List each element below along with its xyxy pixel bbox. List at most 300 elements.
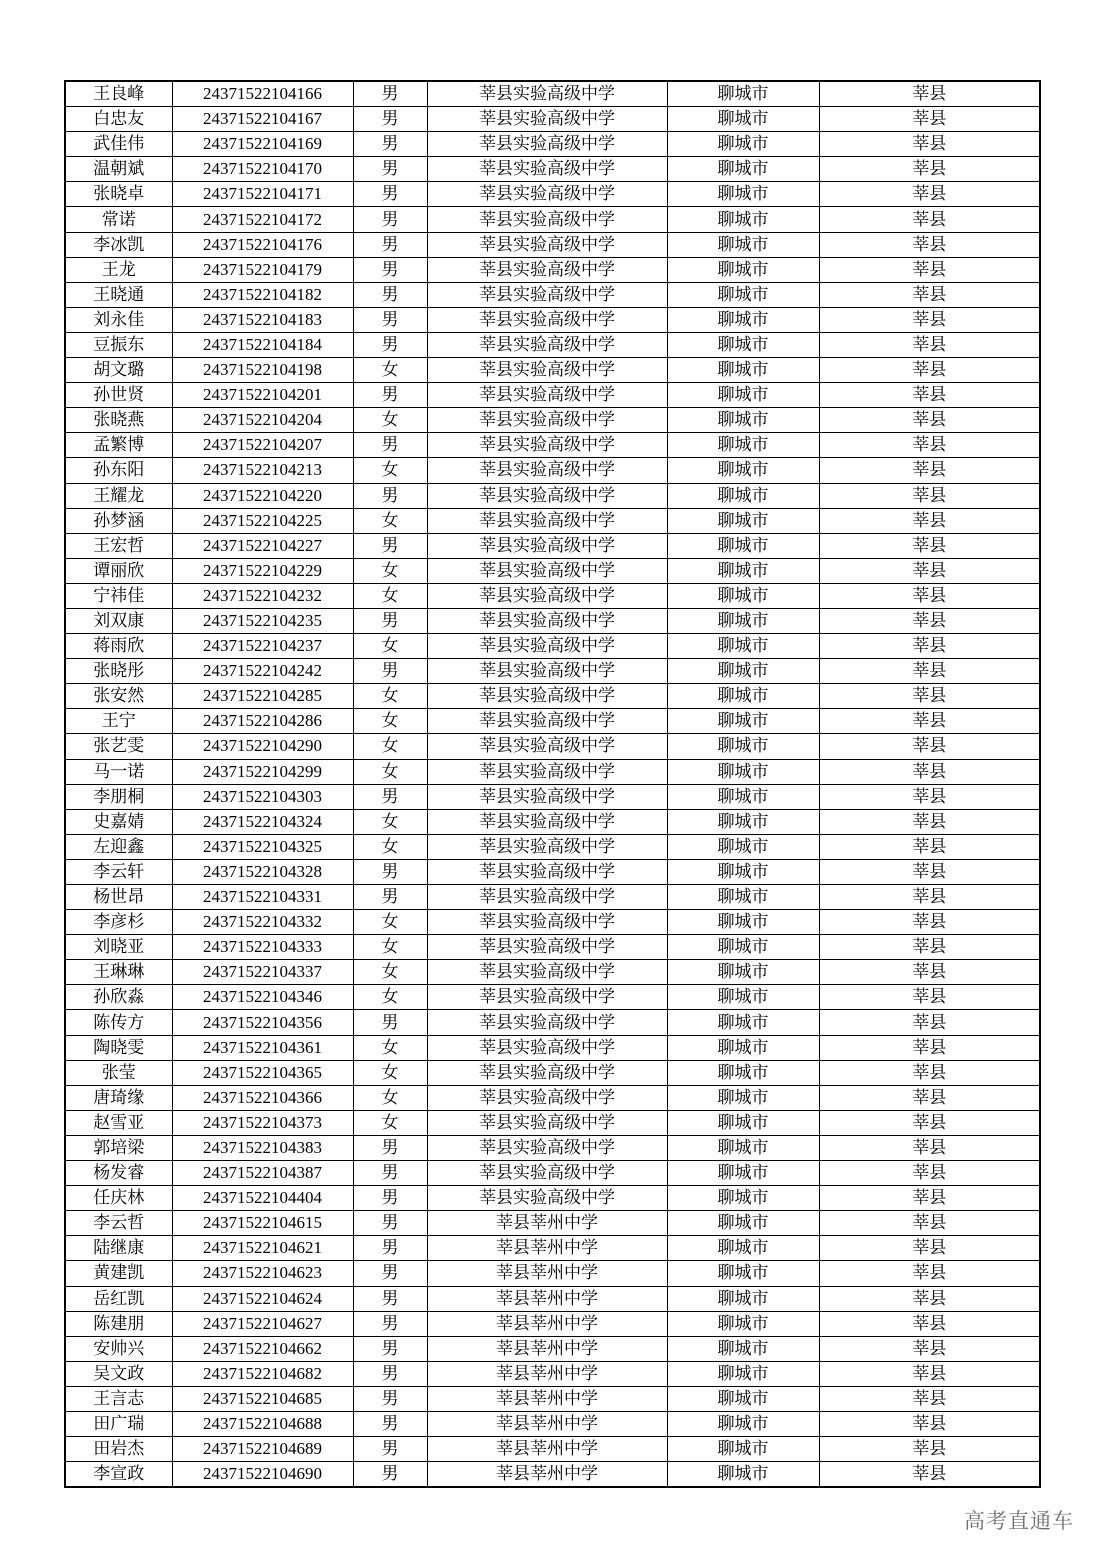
student-name-cell: 张艺雯 bbox=[65, 734, 172, 759]
city-cell: 聊城市 bbox=[667, 282, 819, 307]
city-cell: 聊城市 bbox=[667, 1110, 819, 1135]
county-cell: 莘县 bbox=[819, 659, 1040, 684]
school-cell: 莘县实验高级中学 bbox=[427, 358, 667, 383]
student-name-cell: 吴文政 bbox=[65, 1361, 172, 1386]
gender-cell: 男 bbox=[353, 307, 427, 332]
county-cell: 莘县 bbox=[819, 1110, 1040, 1135]
county-cell: 莘县 bbox=[819, 759, 1040, 784]
candidate-number-cell: 24371522104179 bbox=[172, 257, 353, 282]
city-cell: 聊城市 bbox=[667, 734, 819, 759]
county-cell: 莘县 bbox=[819, 558, 1040, 583]
student-name-cell: 张晓卓 bbox=[65, 182, 172, 207]
county-cell: 莘县 bbox=[819, 709, 1040, 734]
table-row bbox=[65, 81, 1040, 107]
county-cell: 莘县 bbox=[819, 1261, 1040, 1286]
city-cell: 聊城市 bbox=[667, 759, 819, 784]
school-cell: 莘县实验高级中学 bbox=[427, 659, 667, 684]
county-cell: 莘县 bbox=[819, 232, 1040, 257]
school-cell: 莘县莘州中学 bbox=[427, 1311, 667, 1336]
table-row bbox=[65, 182, 1040, 207]
table-row bbox=[65, 1336, 1040, 1361]
county-cell: 莘县 bbox=[819, 1411, 1040, 1436]
county-cell: 莘县 bbox=[819, 1386, 1040, 1411]
school-cell: 莘县实验高级中学 bbox=[427, 257, 667, 282]
county-cell: 莘县 bbox=[819, 408, 1040, 433]
table-row bbox=[65, 985, 1040, 1010]
table-row bbox=[65, 935, 1040, 960]
county-cell: 莘县 bbox=[819, 1161, 1040, 1186]
county-cell: 莘县 bbox=[819, 433, 1040, 458]
student-name-cell: 常诺 bbox=[65, 207, 172, 232]
student-name-cell: 孟繁博 bbox=[65, 433, 172, 458]
city-cell: 聊城市 bbox=[667, 157, 819, 182]
student-name-cell: 武佳伟 bbox=[65, 132, 172, 157]
gender-cell: 女 bbox=[353, 634, 427, 659]
table-row bbox=[65, 558, 1040, 583]
candidate-number-cell: 24371522104225 bbox=[172, 508, 353, 533]
candidate-number-cell: 24371522104383 bbox=[172, 1135, 353, 1160]
gender-cell: 女 bbox=[353, 809, 427, 834]
gender-cell: 男 bbox=[353, 332, 427, 357]
table-row bbox=[65, 132, 1040, 157]
candidate-number-cell: 24371522104356 bbox=[172, 1010, 353, 1035]
county-cell: 莘县 bbox=[819, 1035, 1040, 1060]
student-name-cell: 胡文璐 bbox=[65, 358, 172, 383]
student-name-cell: 孙欣淼 bbox=[65, 985, 172, 1010]
candidate-number-cell: 24371522104361 bbox=[172, 1035, 353, 1060]
candidate-number-cell: 24371522104290 bbox=[172, 734, 353, 759]
table-row bbox=[65, 1437, 1040, 1462]
candidate-number-cell: 24371522104207 bbox=[172, 433, 353, 458]
gender-cell: 男 bbox=[353, 1386, 427, 1411]
gender-cell: 男 bbox=[353, 1311, 427, 1336]
student-name-cell: 宁祎佳 bbox=[65, 583, 172, 608]
candidate-number-cell: 24371522104404 bbox=[172, 1186, 353, 1211]
table-row bbox=[65, 157, 1040, 182]
city-cell: 聊城市 bbox=[667, 1386, 819, 1411]
school-cell: 莘县实验高级中学 bbox=[427, 383, 667, 408]
county-cell: 莘县 bbox=[819, 458, 1040, 483]
student-name-cell: 白忠友 bbox=[65, 107, 172, 132]
county-cell: 莘县 bbox=[819, 282, 1040, 307]
table-row bbox=[65, 1135, 1040, 1160]
student-name-cell: 史嘉婧 bbox=[65, 809, 172, 834]
gender-cell: 男 bbox=[353, 1161, 427, 1186]
city-cell: 聊城市 bbox=[667, 508, 819, 533]
school-cell: 莘县莘州中学 bbox=[427, 1211, 667, 1236]
gender-cell: 男 bbox=[353, 1261, 427, 1286]
gender-cell: 男 bbox=[353, 232, 427, 257]
county-cell: 莘县 bbox=[819, 483, 1040, 508]
school-cell: 莘县实验高级中学 bbox=[427, 1110, 667, 1135]
county-cell: 莘县 bbox=[819, 935, 1040, 960]
student-name-cell: 杨世昂 bbox=[65, 885, 172, 910]
table-row bbox=[65, 232, 1040, 257]
county-cell: 莘县 bbox=[819, 634, 1040, 659]
school-cell: 莘县莘州中学 bbox=[427, 1361, 667, 1386]
student-name-cell: 赵雪亚 bbox=[65, 1110, 172, 1135]
candidate-number-cell: 24371522104242 bbox=[172, 659, 353, 684]
city-cell: 聊城市 bbox=[667, 859, 819, 884]
student-name-cell: 陈传方 bbox=[65, 1010, 172, 1035]
gender-cell: 男 bbox=[353, 659, 427, 684]
school-cell: 莘县莘州中学 bbox=[427, 1462, 667, 1488]
school-cell: 莘县实验高级中学 bbox=[427, 232, 667, 257]
school-cell: 莘县实验高级中学 bbox=[427, 1010, 667, 1035]
table-row bbox=[65, 1060, 1040, 1085]
gender-cell: 男 bbox=[353, 107, 427, 132]
table-row bbox=[65, 458, 1040, 483]
candidate-number-cell: 24371522104184 bbox=[172, 332, 353, 357]
school-cell: 莘县实验高级中学 bbox=[427, 1035, 667, 1060]
gender-cell: 男 bbox=[353, 533, 427, 558]
gender-cell: 女 bbox=[353, 458, 427, 483]
city-cell: 聊城市 bbox=[667, 1437, 819, 1462]
table-row bbox=[65, 709, 1040, 734]
city-cell: 聊城市 bbox=[667, 684, 819, 709]
table-row bbox=[65, 533, 1040, 558]
school-cell: 莘县实验高级中学 bbox=[427, 910, 667, 935]
school-cell: 莘县莘州中学 bbox=[427, 1411, 667, 1436]
candidate-number-cell: 24371522104285 bbox=[172, 684, 353, 709]
candidate-number-cell: 24371522104373 bbox=[172, 1110, 353, 1135]
gender-cell: 男 bbox=[353, 257, 427, 282]
city-cell: 聊城市 bbox=[667, 1462, 819, 1488]
student-name-cell: 李冰凯 bbox=[65, 232, 172, 257]
city-cell: 聊城市 bbox=[667, 659, 819, 684]
student-name-cell: 李云轩 bbox=[65, 859, 172, 884]
county-cell: 莘县 bbox=[819, 809, 1040, 834]
city-cell: 聊城市 bbox=[667, 207, 819, 232]
table-row bbox=[65, 910, 1040, 935]
gender-cell: 男 bbox=[353, 784, 427, 809]
county-cell: 莘县 bbox=[819, 383, 1040, 408]
city-cell: 聊城市 bbox=[667, 1286, 819, 1311]
candidate-number-cell: 24371522104213 bbox=[172, 458, 353, 483]
city-cell: 聊城市 bbox=[667, 257, 819, 282]
county-cell: 莘县 bbox=[819, 1211, 1040, 1236]
table-row bbox=[65, 483, 1040, 508]
candidate-number-cell: 24371522104176 bbox=[172, 232, 353, 257]
county-cell: 莘县 bbox=[819, 1311, 1040, 1336]
city-cell: 聊城市 bbox=[667, 1261, 819, 1286]
student-name-cell: 谭丽欣 bbox=[65, 558, 172, 583]
candidate-number-cell: 24371522104232 bbox=[172, 583, 353, 608]
table-row bbox=[65, 1010, 1040, 1035]
city-cell: 聊城市 bbox=[667, 483, 819, 508]
gender-cell: 女 bbox=[353, 935, 427, 960]
candidate-number-cell: 24371522104286 bbox=[172, 709, 353, 734]
gender-cell: 男 bbox=[353, 483, 427, 508]
candidate-number-cell: 24371522104328 bbox=[172, 859, 353, 884]
student-name-cell: 杨发睿 bbox=[65, 1161, 172, 1186]
county-cell: 莘县 bbox=[819, 859, 1040, 884]
gender-cell: 男 bbox=[353, 182, 427, 207]
city-cell: 聊城市 bbox=[667, 885, 819, 910]
city-cell: 聊城市 bbox=[667, 132, 819, 157]
table-row bbox=[65, 1361, 1040, 1386]
school-cell: 莘县实验高级中学 bbox=[427, 282, 667, 307]
school-cell: 莘县莘州中学 bbox=[427, 1336, 667, 1361]
city-cell: 聊城市 bbox=[667, 709, 819, 734]
city-cell: 聊城市 bbox=[667, 608, 819, 633]
school-cell: 莘县实验高级中学 bbox=[427, 1135, 667, 1160]
student-name-cell: 田岩杰 bbox=[65, 1437, 172, 1462]
gender-cell: 男 bbox=[353, 1286, 427, 1311]
table-row bbox=[65, 332, 1040, 357]
school-cell: 莘县莘州中学 bbox=[427, 1261, 667, 1286]
school-cell: 莘县莘州中学 bbox=[427, 1437, 667, 1462]
candidate-number-cell: 24371522104303 bbox=[172, 784, 353, 809]
gender-cell: 女 bbox=[353, 408, 427, 433]
county-cell: 莘县 bbox=[819, 207, 1040, 232]
student-name-cell: 陶晓雯 bbox=[65, 1035, 172, 1060]
table-row bbox=[65, 885, 1040, 910]
candidate-number-cell: 24371522104331 bbox=[172, 885, 353, 910]
city-cell: 聊城市 bbox=[667, 1411, 819, 1436]
candidate-number-cell: 24371522104685 bbox=[172, 1386, 353, 1411]
city-cell: 聊城市 bbox=[667, 408, 819, 433]
city-cell: 聊城市 bbox=[667, 1236, 819, 1261]
county-cell: 莘县 bbox=[819, 834, 1040, 859]
table-row bbox=[65, 257, 1040, 282]
gender-cell: 女 bbox=[353, 358, 427, 383]
table-row bbox=[65, 1110, 1040, 1135]
candidate-number-cell: 24371522104167 bbox=[172, 107, 353, 132]
gender-cell: 女 bbox=[353, 985, 427, 1010]
table-row bbox=[65, 383, 1040, 408]
candidate-number-cell: 24371522104337 bbox=[172, 960, 353, 985]
city-cell: 聊城市 bbox=[667, 433, 819, 458]
school-cell: 莘县实验高级中学 bbox=[427, 759, 667, 784]
county-cell: 莘县 bbox=[819, 332, 1040, 357]
school-cell: 莘县实验高级中学 bbox=[427, 558, 667, 583]
school-cell: 莘县实验高级中学 bbox=[427, 483, 667, 508]
candidate-number-cell: 24371522104183 bbox=[172, 307, 353, 332]
student-name-cell: 李宣政 bbox=[65, 1462, 172, 1488]
school-cell: 莘县实验高级中学 bbox=[427, 107, 667, 132]
gender-cell: 女 bbox=[353, 508, 427, 533]
roster-table bbox=[64, 80, 1041, 1488]
city-cell: 聊城市 bbox=[667, 1361, 819, 1386]
school-cell: 莘县实验高级中学 bbox=[427, 784, 667, 809]
school-cell: 莘县实验高级中学 bbox=[427, 684, 667, 709]
city-cell: 聊城市 bbox=[667, 182, 819, 207]
city-cell: 聊城市 bbox=[667, 935, 819, 960]
school-cell: 莘县实验高级中学 bbox=[427, 458, 667, 483]
candidate-number-cell: 24371522104662 bbox=[172, 1336, 353, 1361]
student-name-cell: 李朋桐 bbox=[65, 784, 172, 809]
city-cell: 聊城市 bbox=[667, 634, 819, 659]
table-row bbox=[65, 433, 1040, 458]
student-name-cell: 张晓燕 bbox=[65, 408, 172, 433]
county-cell: 莘县 bbox=[819, 1462, 1040, 1488]
student-name-cell: 孙东阳 bbox=[65, 458, 172, 483]
school-cell: 莘县实验高级中学 bbox=[427, 1161, 667, 1186]
school-cell: 莘县实验高级中学 bbox=[427, 408, 667, 433]
gender-cell: 男 bbox=[353, 1135, 427, 1160]
student-name-cell: 刘晓亚 bbox=[65, 935, 172, 960]
table-row bbox=[65, 684, 1040, 709]
school-cell: 莘县实验高级中学 bbox=[427, 307, 667, 332]
city-cell: 聊城市 bbox=[667, 1311, 819, 1336]
gender-cell: 男 bbox=[353, 132, 427, 157]
gender-cell: 男 bbox=[353, 157, 427, 182]
table-row bbox=[65, 107, 1040, 132]
table-row bbox=[65, 1311, 1040, 1336]
school-cell: 莘县实验高级中学 bbox=[427, 508, 667, 533]
candidate-number-cell: 24371522104627 bbox=[172, 1311, 353, 1336]
city-cell: 聊城市 bbox=[667, 784, 819, 809]
school-cell: 莘县实验高级中学 bbox=[427, 885, 667, 910]
student-name-cell: 郭培梁 bbox=[65, 1135, 172, 1160]
county-cell: 莘县 bbox=[819, 1060, 1040, 1085]
table-row bbox=[65, 282, 1040, 307]
county-cell: 莘县 bbox=[819, 985, 1040, 1010]
county-cell: 莘县 bbox=[819, 885, 1040, 910]
county-cell: 莘县 bbox=[819, 684, 1040, 709]
student-name-cell: 安帅兴 bbox=[65, 1336, 172, 1361]
table-row bbox=[65, 1411, 1040, 1436]
student-name-cell: 王良峰 bbox=[65, 81, 172, 107]
candidate-number-cell: 24371522104237 bbox=[172, 634, 353, 659]
student-name-cell: 蒋雨欣 bbox=[65, 634, 172, 659]
county-cell: 莘县 bbox=[819, 1186, 1040, 1211]
county-cell: 莘县 bbox=[819, 358, 1040, 383]
candidate-number-cell: 24371522104689 bbox=[172, 1437, 353, 1462]
city-cell: 聊城市 bbox=[667, 558, 819, 583]
candidate-number-cell: 24371522104366 bbox=[172, 1085, 353, 1110]
school-cell: 莘县莘州中学 bbox=[427, 1286, 667, 1311]
student-name-cell: 岳红凯 bbox=[65, 1286, 172, 1311]
county-cell: 莘县 bbox=[819, 734, 1040, 759]
school-cell: 莘县实验高级中学 bbox=[427, 533, 667, 558]
table-row bbox=[65, 1186, 1040, 1211]
candidate-number-cell: 24371522104235 bbox=[172, 608, 353, 633]
school-cell: 莘县实验高级中学 bbox=[427, 1186, 667, 1211]
table-row bbox=[65, 734, 1040, 759]
gender-cell: 男 bbox=[353, 1236, 427, 1261]
gender-cell: 女 bbox=[353, 1085, 427, 1110]
gender-cell: 女 bbox=[353, 1035, 427, 1060]
gender-cell: 男 bbox=[353, 433, 427, 458]
school-cell: 莘县实验高级中学 bbox=[427, 132, 667, 157]
candidate-number-cell: 24371522104325 bbox=[172, 834, 353, 859]
student-name-cell: 陆继康 bbox=[65, 1236, 172, 1261]
city-cell: 聊城市 bbox=[667, 583, 819, 608]
city-cell: 聊城市 bbox=[667, 458, 819, 483]
city-cell: 聊城市 bbox=[667, 1060, 819, 1085]
gender-cell: 男 bbox=[353, 859, 427, 884]
county-cell: 莘县 bbox=[819, 960, 1040, 985]
city-cell: 聊城市 bbox=[667, 81, 819, 107]
student-name-cell: 李彦杉 bbox=[65, 910, 172, 935]
school-cell: 莘县实验高级中学 bbox=[427, 935, 667, 960]
table-row bbox=[65, 408, 1040, 433]
student-name-cell: 王龙 bbox=[65, 257, 172, 282]
candidate-number-cell: 24371522104682 bbox=[172, 1361, 353, 1386]
roster-table-body bbox=[65, 81, 1040, 1487]
gender-cell: 女 bbox=[353, 709, 427, 734]
student-name-cell: 唐琦缘 bbox=[65, 1085, 172, 1110]
table-row bbox=[65, 834, 1040, 859]
student-name-cell: 马一诺 bbox=[65, 759, 172, 784]
school-cell: 莘县实验高级中学 bbox=[427, 960, 667, 985]
school-cell: 莘县莘州中学 bbox=[427, 1386, 667, 1411]
table-row bbox=[65, 859, 1040, 884]
school-cell: 莘县实验高级中学 bbox=[427, 859, 667, 884]
county-cell: 莘县 bbox=[819, 1286, 1040, 1311]
school-cell: 莘县实验高级中学 bbox=[427, 709, 667, 734]
city-cell: 聊城市 bbox=[667, 533, 819, 558]
city-cell: 聊城市 bbox=[667, 1186, 819, 1211]
city-cell: 聊城市 bbox=[667, 809, 819, 834]
table-row bbox=[65, 1085, 1040, 1110]
candidate-number-cell: 24371522104624 bbox=[172, 1286, 353, 1311]
table-row bbox=[65, 1211, 1040, 1236]
city-cell: 聊城市 bbox=[667, 1336, 819, 1361]
table-row bbox=[65, 1035, 1040, 1060]
candidate-number-cell: 24371522104690 bbox=[172, 1462, 353, 1488]
table-row bbox=[65, 809, 1040, 834]
gender-cell: 男 bbox=[353, 1361, 427, 1386]
city-cell: 聊城市 bbox=[667, 307, 819, 332]
student-name-cell: 王宏哲 bbox=[65, 533, 172, 558]
county-cell: 莘县 bbox=[819, 1236, 1040, 1261]
candidate-number-cell: 24371522104621 bbox=[172, 1236, 353, 1261]
county-cell: 莘县 bbox=[819, 784, 1040, 809]
county-cell: 莘县 bbox=[819, 508, 1040, 533]
student-name-cell: 李云哲 bbox=[65, 1211, 172, 1236]
city-cell: 聊城市 bbox=[667, 985, 819, 1010]
candidate-number-cell: 24371522104229 bbox=[172, 558, 353, 583]
gender-cell: 男 bbox=[353, 81, 427, 107]
gender-cell: 女 bbox=[353, 558, 427, 583]
county-cell: 莘县 bbox=[819, 1085, 1040, 1110]
city-cell: 聊城市 bbox=[667, 332, 819, 357]
candidate-number-cell: 24371522104201 bbox=[172, 383, 353, 408]
table-row bbox=[65, 634, 1040, 659]
table-row bbox=[65, 1462, 1040, 1488]
school-cell: 莘县实验高级中学 bbox=[427, 608, 667, 633]
watermark: 高考直通车 bbox=[964, 1509, 1074, 1533]
table-row bbox=[65, 358, 1040, 383]
school-cell: 莘县实验高级中学 bbox=[427, 583, 667, 608]
student-name-cell: 刘永佳 bbox=[65, 307, 172, 332]
student-name-cell: 黄建凯 bbox=[65, 1261, 172, 1286]
school-cell: 莘县实验高级中学 bbox=[427, 734, 667, 759]
county-cell: 莘县 bbox=[819, 1010, 1040, 1035]
student-name-cell: 王宁 bbox=[65, 709, 172, 734]
school-cell: 莘县实验高级中学 bbox=[427, 985, 667, 1010]
gender-cell: 男 bbox=[353, 1411, 427, 1436]
table-row bbox=[65, 307, 1040, 332]
county-cell: 莘县 bbox=[819, 132, 1040, 157]
table-row bbox=[65, 1286, 1040, 1311]
gender-cell: 女 bbox=[353, 960, 427, 985]
table-row bbox=[65, 1386, 1040, 1411]
candidate-number-cell: 24371522104333 bbox=[172, 935, 353, 960]
county-cell: 莘县 bbox=[819, 583, 1040, 608]
school-cell: 莘县实验高级中学 bbox=[427, 433, 667, 458]
candidate-number-cell: 24371522104346 bbox=[172, 985, 353, 1010]
school-cell: 莘县实验高级中学 bbox=[427, 81, 667, 107]
table-row bbox=[65, 1161, 1040, 1186]
county-cell: 莘县 bbox=[819, 1361, 1040, 1386]
county-cell: 莘县 bbox=[819, 157, 1040, 182]
city-cell: 聊城市 bbox=[667, 383, 819, 408]
gender-cell: 男 bbox=[353, 383, 427, 408]
